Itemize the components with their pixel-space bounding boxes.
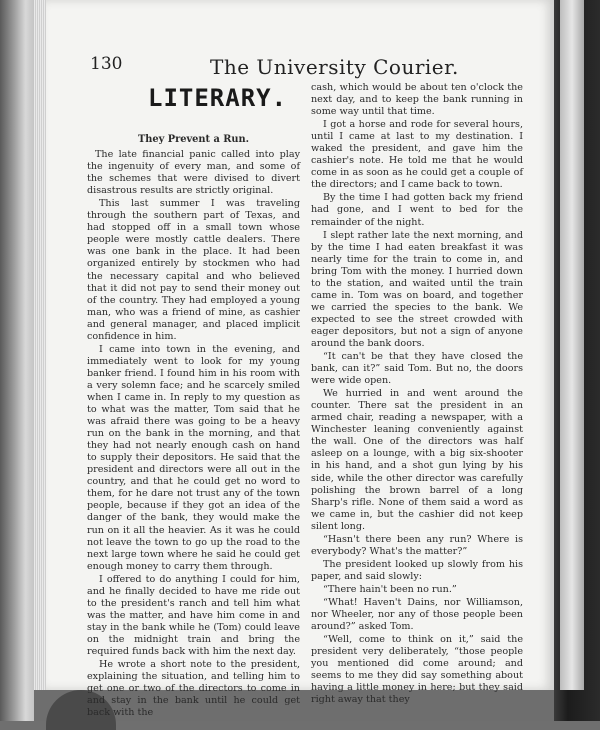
paragraph: I came into town in the evening, and immediately went to look for my young banker friend. I found him in his room with a very solemn face; and he scarcely smiled when I came in. In reply to my question as to what was the matter, Tom said that he was afraid there was going to be a heavy run on the bank in the morning, and that they had not nearly enough cash on hand to supply their depositors. He said that the president and directors were all out in the country, and that he could get no word to them, for he dare not trust any of the town people, because if they got an idea of the danger of the bank, they would make the run on it all the heavier. As it was he could not leave the town to go up the road to the next large town where he said he could get enough money to carry them through. bbox=[87, 343, 300, 572]
paragraph: “Well, come to think on it,” said the president very deliberately, “those people you mentioned did come around; and seems to me they did say something about having a little money in here; but they said right away that they bbox=[311, 634, 523, 706]
paragraph: We hurried in and went around the counter. There sat the president in an armed chair, reading a newspaper, with a Winchester leaning conveniently against the wall. One of the directors was half asleep on a lounge, with a big six-shooter in his hand, and a shot gun lying by his side, while the other director was carefully polishing the brown barrel of a long Sharp's rifle. None of them said a word as we came in, but the cashier did not keep silent long. bbox=[311, 388, 523, 532]
paragraph: The president looked up slowly from his paper, and said slowly: bbox=[311, 558, 523, 582]
article-title: They Prevent a Run. bbox=[137, 134, 250, 145]
book-spine bbox=[0, 0, 34, 721]
section-title: LITERARY. bbox=[148, 84, 288, 112]
next-page-edge bbox=[560, 0, 584, 690]
paragraph: “What! Haven't Dains, nor Williamson, nor Wheeler, nor any of those people been around?” asked Tom. bbox=[311, 596, 523, 633]
column-left bbox=[87, 134, 300, 720]
paragraph: I slept rather late the next morning, and by the time I had eaten breakfast it was nearly time for the train to come in, and bring Tom with the money. I hurried down to the station, and waited until the train came in. Tom was on board, and together we carried the species to the bank. We expected to see the street crowded with eager depositors, but not a sign of anyone around the bank doors. bbox=[311, 229, 523, 349]
paragraph: This last summer I was traveling through the southern part of Texas, and had stopped off in a small town whose people were mostly cattle dealers. There was one bank in the place. It had been organized entirely by stockmen who had the necessary capital and who believed that it did not pay to send their money out of the country. They had employed a young man, who was a friend of mine, as cashier and general manager, and placed implicit confidence in him. bbox=[87, 198, 300, 342]
paragraph: The late financial panic called into play the ingenuity of every man, and some of the schemes that were divised to divert disastrous results are strictly original. bbox=[87, 149, 300, 197]
paragraph: “Hasn't there been any run? Where is everybody? What's the matter?” bbox=[311, 533, 523, 557]
running-head: The University Courier. bbox=[210, 55, 459, 79]
paragraph: By the time I had gotten back my friend had gone, and I went to bed for the remainder of the night. bbox=[311, 192, 523, 228]
paragraph: “It can't be that they have closed the bank, can it?” said Tom. But no, the doors were wide open. bbox=[311, 351, 523, 387]
column-right bbox=[311, 82, 523, 707]
paragraph: I offered to do anything I could for him, and he finally decided to have me ride out to the president's ranch and tell him what was the matter, and have him come in and stay in the bank while he (Tom) could leave on the midnight train and bring the required funds back with him the next day. bbox=[87, 573, 300, 657]
paragraph: “There hain't been no run.” bbox=[323, 583, 457, 595]
paragraph: He wrote a short note to the president, explaining the situation, and telling him to get one or two of the directors to come in and stay in the bank until he could get back with the bbox=[87, 659, 300, 719]
page-number: 130 bbox=[90, 54, 123, 74]
paragraph: I got a horse and rode for several hours, until I came at last to my destination. I waked the president, and gave him the cashier's note. He told me that he would come in as soon as he could get a couple of the directors; and I came back to town. bbox=[311, 119, 523, 191]
paragraph: cash, which would be about ten o'clock the next day, and to keep the bank running in some way until that time. bbox=[311, 82, 523, 118]
